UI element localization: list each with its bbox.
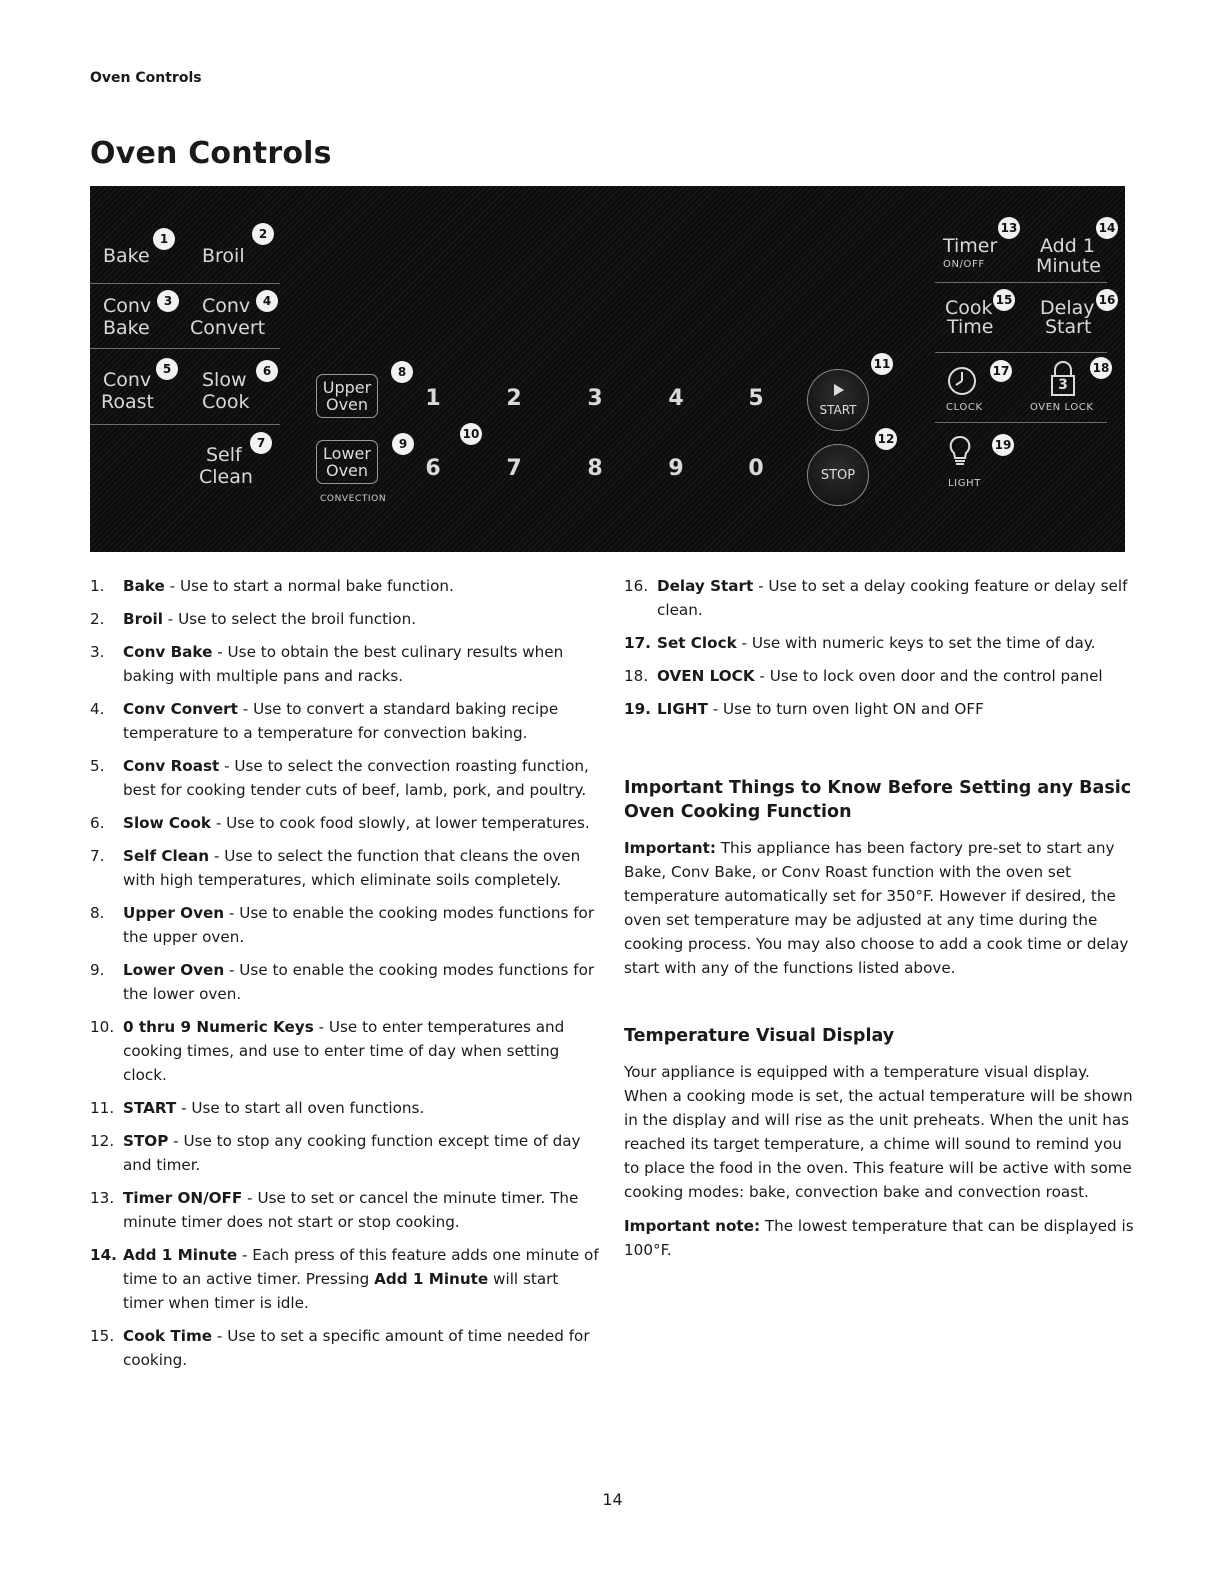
callout-badge: 16 [1096,289,1118,311]
item-term: START [123,1099,177,1117]
item-term: LIGHT [657,700,708,718]
cook-time-key-label: Cook [945,297,993,319]
numeric-key: 0 [748,456,764,481]
section-heading: Temperature Visual Display [624,1026,895,1046]
item-separator: - [162,610,179,628]
panel-divider [90,348,280,349]
delay-start-key-label: Delay [1040,297,1095,319]
item-separator: - [224,961,240,979]
item-description: will start timer when timer is idle. [123,1270,559,1312]
callout-badge: 1 [153,228,175,250]
item-description: Use with numeric keys to set the time of day. [751,634,1096,652]
item-description: Use to start all oven functions. [191,1099,425,1117]
upper-oven-label: Upper [322,378,372,397]
item-description: Each press of this feature adds one minute of time to an active timer. Pressing [123,1246,599,1288]
panel-divider [90,283,280,284]
item-number: 19. [624,700,651,718]
item-term: Bake [123,577,165,595]
timer-key-label: Timer [943,235,998,257]
stop-label: STOP [820,468,856,483]
item-description: Use to enable the cooking modes functions for the lower oven. [123,961,595,1003]
callout-badge: 12 [875,428,897,450]
item-separator: - [168,1132,184,1150]
list-item [90,607,600,631]
item-number: 11. [90,1099,115,1117]
item-description: Use to lock oven door and the control panel [769,667,1103,685]
item-term: Cook Time [123,1327,213,1345]
light-label: LIGHT [948,478,981,489]
numeric-key: 3 [587,386,603,411]
panel-divider [90,424,280,425]
item-number: 10. [90,1018,115,1036]
list-item [90,1186,600,1234]
list-item [90,811,600,835]
callout-badge: 13 [998,217,1020,239]
item-number: 6. [90,814,105,832]
callout-badge: 14 [1096,217,1118,239]
conv-convert-key-label: Conv [202,295,251,317]
item-term: Upper Oven [123,904,225,922]
clock-label: CLOCK [946,402,983,413]
timer-onoff-label: ON/OFF [943,259,985,270]
control-panel-image [90,186,1125,552]
cook-time-key-label: Time [947,316,994,338]
callout-badge: 18 [1090,357,1112,379]
numeric-key: 1 [425,386,441,411]
item-description: Use to obtain the best culinary results when baking with multiple pans and racks. [123,643,564,685]
delay-start-key-label: Start [1045,316,1092,338]
list-item [90,901,600,949]
item-description: Use to turn oven light ON and OFF [723,700,984,718]
item-separator: - [211,814,227,832]
item-number: 2. [90,610,105,628]
upper-oven-label: Oven [325,395,369,414]
list-item [624,697,1134,721]
broil-key-label: Broil [202,245,245,267]
numeric-key: 6 [425,456,441,481]
item-term: Broil [123,610,163,628]
item-description: Use to select the function that cleans the oven with high temperatures, which eliminate soils completely. [123,847,581,889]
callout-badge: 15 [993,289,1015,311]
item-description: Use to convert a standard baking recipe temperature to a temperature for convection baking. [123,700,559,742]
item-number: 1. [90,577,105,595]
item-description: Use to set a specific amount of time needed for cooking. [123,1327,590,1369]
item-term: Slow Cook [123,814,212,832]
section-heading: Important Things to Know Before Setting any Basic Oven Cooking Function [624,778,1132,822]
list-item [90,574,600,598]
important-label: Important: [624,839,716,857]
item-number: 5. [90,757,105,775]
item-term: Timer ON/OFF [123,1189,243,1207]
numeric-key: 2 [506,386,522,411]
page-title: Oven Controls [90,136,332,171]
item-description: Use to select the broil function. [178,610,417,628]
item-description: Use to enter temperatures and cooking times, and use to enter time of day when setting clock. [123,1018,565,1084]
item-description: Use to enable the cooking modes functions for the upper oven. [123,904,595,946]
item-term: STOP [123,1132,169,1150]
list-item [90,1324,600,1372]
callout-badge: 5 [156,358,178,380]
item-separator: - [707,700,724,718]
conv-bake-key-label: Bake [103,317,150,339]
callout-badge: 17 [990,360,1012,382]
item-separator: - [313,1018,329,1036]
callout-badge: 11 [871,353,893,375]
item-description: Use to set a delay cooking feature or delay self clean. [657,577,1128,619]
lock-digit: 3 [1058,377,1068,393]
item-term: 0 thru 9 Numeric Keys [123,1018,314,1036]
important-note-label: Important note: [624,1217,761,1235]
item-separator: - [212,1327,228,1345]
item-separator: - [754,667,770,685]
numeric-key: 9 [668,456,684,481]
callout-badge: 19 [992,434,1014,456]
item-separator: - [176,1099,192,1117]
item-number: 13. [90,1189,115,1207]
important-note-paragraph [624,1214,1134,1262]
important-paragraph [624,836,1134,980]
list-item [90,1015,600,1087]
item-term: Self Clean [123,847,210,865]
controls-list [624,574,1134,721]
item-separator: - [736,634,752,652]
list-item [624,631,1134,655]
item-term: Lower Oven [123,961,225,979]
callout-badge: 7 [250,432,272,454]
item-separator: - [753,577,769,595]
numeric-key: 7 [506,456,522,481]
callout-badge: 10 [460,423,482,445]
callout-badge: 4 [256,290,278,312]
start-label: START [819,403,857,417]
item-description: Use to stop any cooking function except time of day and timer. [123,1132,581,1174]
list-item [624,664,1134,688]
list-item [90,1243,600,1315]
conv-bake-key-label: Conv [103,295,152,317]
convection-label: CONVECTION [320,494,387,504]
item-separator: - [219,757,235,775]
item-separator: - [212,643,228,661]
conv-convert-key-label: Convert [190,317,266,339]
callout-badge: 2 [252,223,274,245]
list-item [90,844,600,892]
add-minute-key-label: Minute [1036,255,1101,277]
add-minute-key-label: Add 1 [1040,235,1095,257]
item-number: 17. [624,634,651,652]
slow-cook-key-label: Slow [202,369,247,391]
important-text: This appliance has been factory pre-set to start any Bake, Conv Bake, or Conv Roast function with the oven set temperature automatically set for 350°F. However if desired, the oven set temperature may be adjusted at any time during the cooking process. You may also choose to add a cook time or delay start with any of the functions listed above. [624,839,1129,977]
callout-badge: 8 [391,361,413,383]
controls-list-left [90,574,600,1381]
running-header: Oven Controls [90,70,202,86]
item-description: Use to cook food slowly, at lower temperatures. [226,814,590,832]
item-description: Use to set or cancel the minute timer. The minute timer does not start or stop cooking. [123,1189,579,1231]
lower-oven-label: Oven [325,461,369,480]
item-term: Delay Start [657,577,754,595]
lower-oven-key [316,440,378,484]
callout-badge: 6 [256,360,278,382]
item-description: Use to select the convection roasting function, best for cooking tender cuts of beef, lamb, pork, and poultry. [123,757,589,799]
item-term: Conv Convert [123,700,238,718]
item-number: 18. [624,667,649,685]
lower-oven-label: Lower [323,444,371,463]
conv-roast-key-label: Conv [103,369,152,391]
stop-key [807,444,869,506]
page-number: 14 [602,1490,623,1509]
item-separator: - [209,847,225,865]
start-key [807,369,869,431]
item-separator: - [164,577,180,595]
item-number: 16. [624,577,649,595]
item-number: 3. [90,643,105,661]
item-number: 14. [90,1246,117,1264]
conv-roast-key-label: Roast [101,391,154,413]
play-icon [834,384,844,396]
list-item [624,574,1134,622]
item-number: 12. [90,1132,115,1150]
controls-list-right [624,574,1134,1262]
numeric-key: 5 [748,386,764,411]
callout-badge: 9 [392,433,414,455]
clock-icon [945,364,979,398]
list-item [90,640,600,688]
self-clean-key-label: Self [206,444,242,466]
item-term: OVEN LOCK [657,667,755,685]
item-separator: - [242,1189,258,1207]
item-number: 15. [90,1327,115,1345]
item-separator: - [237,1246,253,1264]
panel-divider [935,422,1107,423]
callout-badge: 3 [157,290,179,312]
panel-divider [935,352,1107,353]
item-number: 4. [90,700,105,718]
oven-lock-label: OVEN LOCK [1030,402,1094,413]
list-item [90,958,600,1006]
item-term: Conv Roast [123,757,220,775]
panel-divider [935,282,1107,283]
self-clean-key-label: Clean [199,466,253,488]
list-item [90,1096,600,1120]
list-item [90,754,600,802]
light-bulb-icon [947,434,973,470]
item-separator: - [224,904,240,922]
numeric-key: 8 [587,456,603,481]
item-number: 8. [90,904,105,922]
item-description-bold: Add 1 Minute [374,1270,489,1288]
item-separator: - [237,700,254,718]
upper-oven-key [316,374,378,418]
temperature-paragraph: Your appliance is equipped with a temperature visual display. When a cooking mode is set, the actual temperature will be shown in the display and will rise as the unit preheats. When the unit has reached its target temperature, a chime will sound to remind you to place the food in the oven. This feature will be active with some cooking modes: bake, convection bake and convection roast. [624,1063,1133,1201]
item-term: Add 1 Minute [123,1246,238,1264]
item-term: Set Clock [657,634,737,652]
list-item [90,1129,600,1177]
item-number: 7. [90,847,105,865]
controls-list [90,574,600,1372]
item-description: Use to start a normal bake function. [179,577,454,595]
slow-cook-key-label: Cook [202,391,250,413]
list-item [90,697,600,745]
item-term: Conv Bake [123,643,213,661]
numeric-key: 4 [668,386,684,411]
item-number: 9. [90,961,105,979]
bake-key-label: Bake [103,245,150,267]
important-note-text: The lowest temperature that can be displayed is 100°F. [624,1217,1134,1259]
